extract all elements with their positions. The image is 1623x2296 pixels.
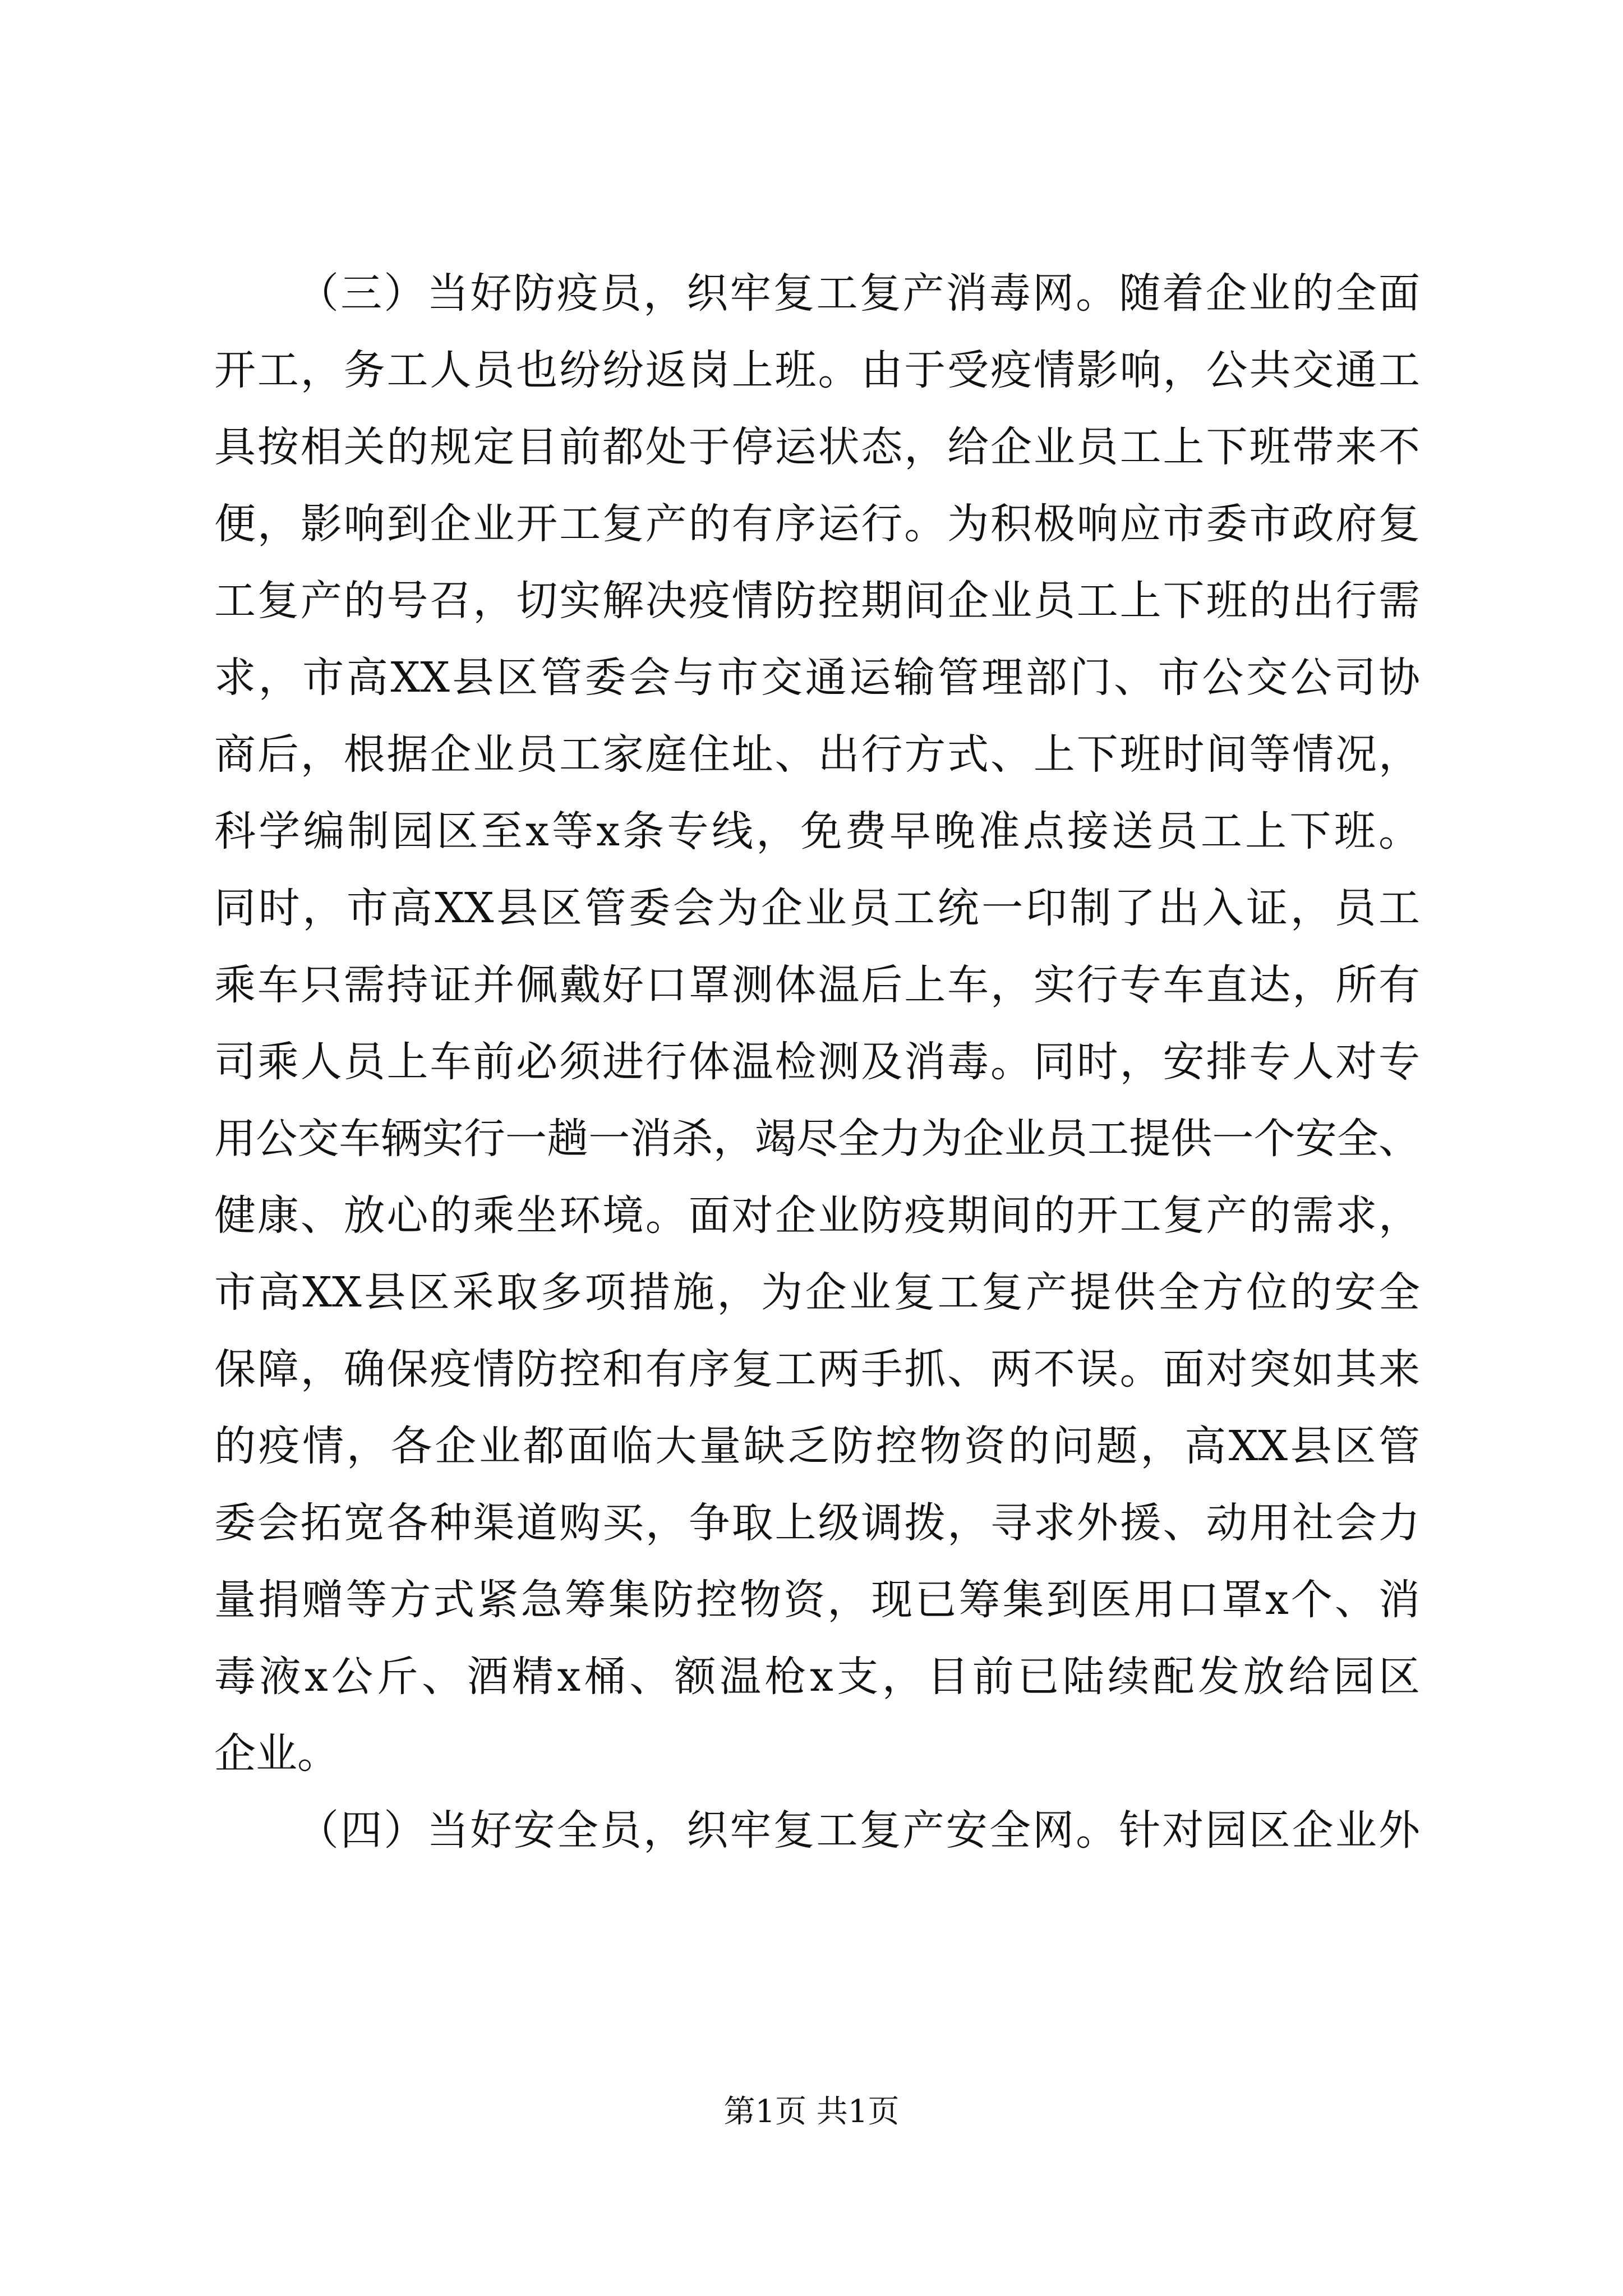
paragraph-line: 健康、放心的乘坐环境。面对企业防疫期间的开工复产的需求， <box>214 1191 1420 1240</box>
paragraph-line: 工复产的号召，切实解决疫情防控期间企业员工上下班的出行需 <box>214 577 1420 625</box>
paragraph-line: （四）当好安全员，织牢复工复产安全网。针对园区企业外 <box>297 1806 1420 1855</box>
paragraph-line: 量捐赠等方式紧急筹集防控物资，现已筹集到医用口罩x个、消 <box>214 1576 1420 1624</box>
paragraph-line: 用公交车辆实行一趟一消杀，竭尽全力为企业员工提供一个安全、 <box>214 1115 1420 1163</box>
paragraph-4 <box>214 1792 1420 1869</box>
paragraph-line: 求，市高XX县区管委会与市交通运输管理部门、市公交公司协 <box>214 654 1420 702</box>
paragraph-line: 的疫情，各企业都面临大量缺乏防控物资的问题，高XX县区管 <box>214 1422 1420 1470</box>
paragraph-line: 同时，市高XX县区管委会为企业员工统一印制了出入证，员工 <box>214 884 1420 932</box>
paragraph-line: 委会拓宽各种渠道购买，争取上级调拨，寻求外援、动用社会力 <box>214 1499 1420 1547</box>
paragraph-line: 商后，根据企业员工家庭住址、出行方式、上下班时间等情况， <box>214 730 1420 779</box>
paragraph-line: 科学编制园区至x等x条专线，免费早晚准点接送员工上下班。 <box>214 807 1420 855</box>
paragraph-line: 开工，务工人员也纷纷返岗上班。由于受疫情影响，公共交通工 <box>214 346 1420 394</box>
document-body <box>214 255 1420 1869</box>
paragraph-line: 保障，确保疫情防控和有序复工两手抓、两不误。面对突如其来 <box>214 1345 1420 1393</box>
paragraph-line: 企业。 <box>214 1729 339 1778</box>
paragraph-line: 便，影响到企业开工复产的有序运行。为积极响应市委市政府复 <box>214 500 1420 548</box>
paragraph-3 <box>214 255 1420 1792</box>
paragraph-line: （三）当好防疫员，织牢复工复产消毒网。随着企业的全面 <box>297 269 1420 318</box>
paragraph-line: 乘车只需持证并佩戴好口罩测体温后上车，实行专车直达，所有 <box>214 961 1420 1009</box>
page-number-footer: 第1页 共1页 <box>723 2093 900 2130</box>
paragraph-line: 市高XX县区采取多项措施，为企业复工复产提供全方位的安全 <box>214 1268 1420 1317</box>
paragraph-line: 毒液x公斤、酒精x桶、额温枪x支，目前已陆续配发放给园区 <box>214 1653 1420 1701</box>
paragraph-line: 具按相关的规定目前都处于停运状态，给企业员工上下班带来不 <box>214 423 1420 471</box>
paragraph-line: 司乘人员上车前必须进行体温检测及消毒。同时，安排专人对专 <box>214 1038 1420 1086</box>
